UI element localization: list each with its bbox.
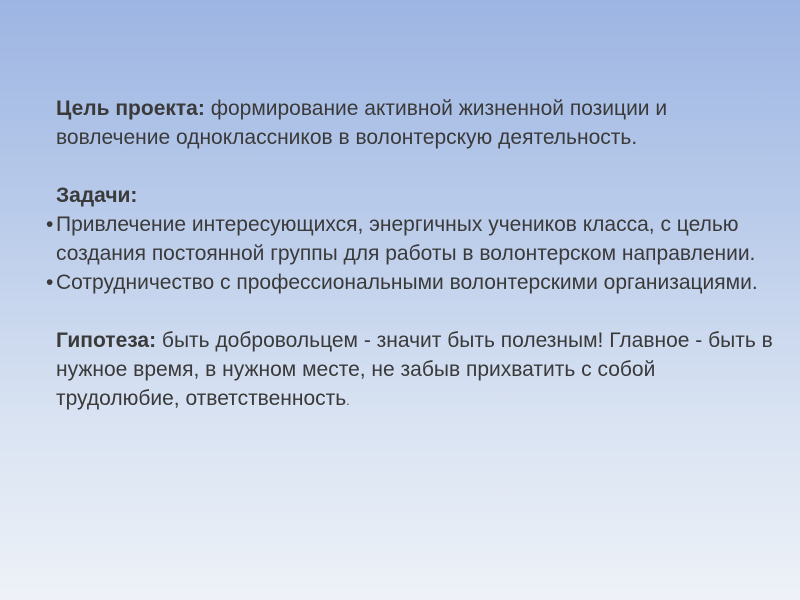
bullet-icon: • bbox=[46, 271, 54, 294]
list-item bbox=[46, 268, 776, 297]
hypothesis-label: Гипотеза: bbox=[56, 329, 157, 352]
list-item bbox=[46, 210, 776, 268]
goal-paragraph bbox=[56, 94, 776, 152]
tasks-list bbox=[46, 210, 776, 297]
spacer bbox=[56, 297, 776, 326]
hypothesis-paragraph bbox=[56, 326, 776, 416]
bullet-icon: • bbox=[46, 213, 54, 236]
spacer bbox=[56, 152, 776, 181]
hypothesis-text: быть добровольцем - значит быть полезным! Главное - быть в нужное время, в нужном месте, не забыв прихватить с собой трудолюбие, ответственность bbox=[56, 329, 773, 410]
hypothesis-trailing-dot: . bbox=[346, 394, 350, 408]
slide-content bbox=[46, 94, 776, 416]
goal-label: Цель проекта: bbox=[56, 97, 205, 120]
task-text: Привлечение интересующихся, энергичных учеников класса, с целью создания постоянной группы для работы в волонтерском направлении. bbox=[56, 213, 756, 265]
tasks-heading: Задачи: bbox=[56, 184, 138, 207]
goal-text: формирование активной жизненной позиции и вовлечение одноклассников в волонтерскую деятельность. bbox=[56, 97, 668, 149]
task-text: Сотрудничество с профессиональными волонтерскими организациями. bbox=[56, 271, 758, 294]
